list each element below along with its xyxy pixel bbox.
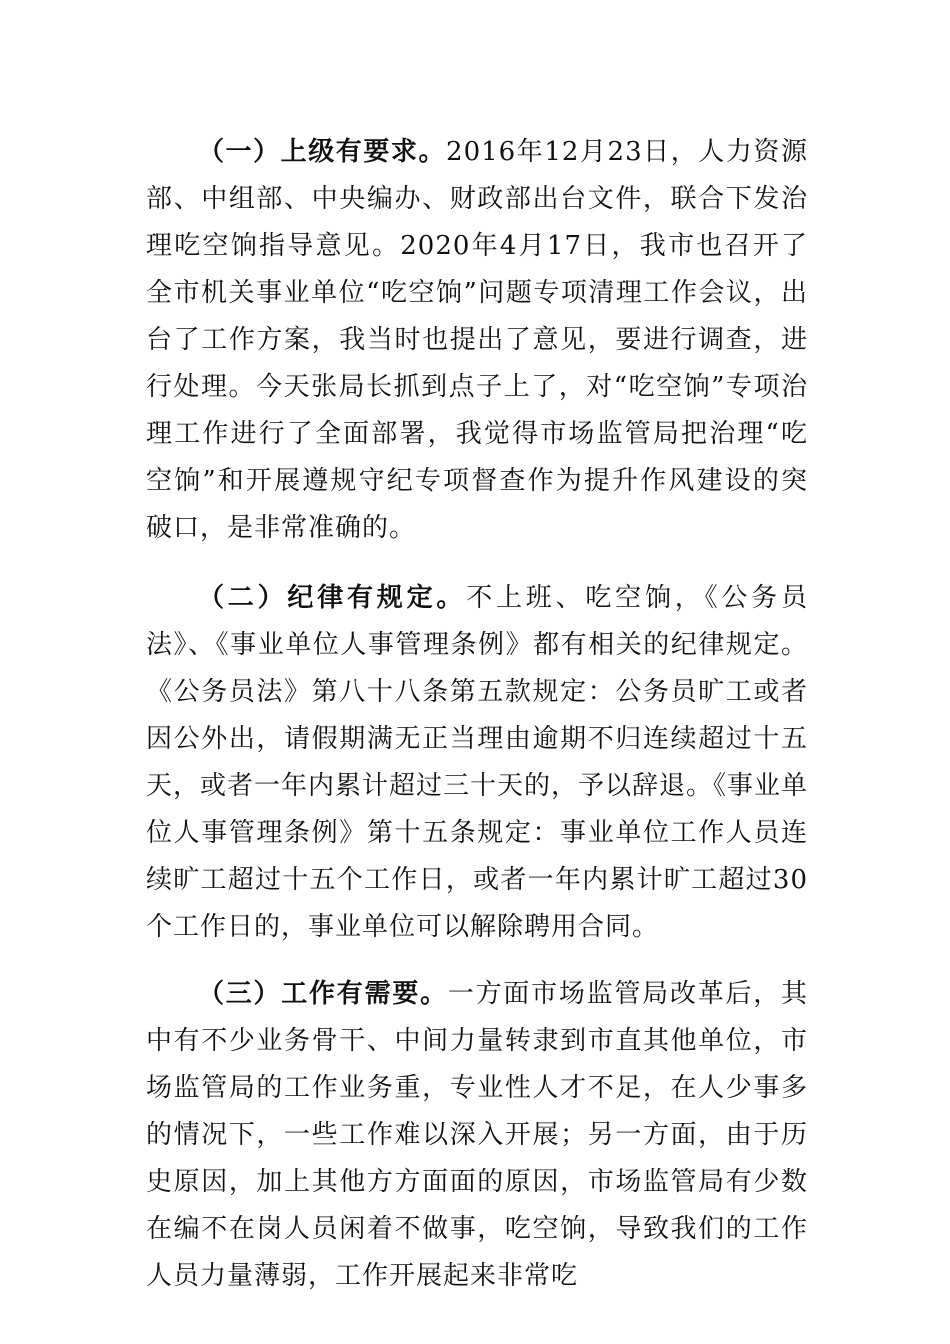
paragraph-1-heading: （一）上级有要求。 — [198, 137, 447, 167]
paragraph-1-body: 2016年12月23日，人力资源部、中组部、中央编办、财政部出台文件，联合下发治理吃空饷指导意见。2020年4月17日，我市也召开了全市机关事业单位“吃空饷”问题专项清理工作会议，出台了工作方案，我当时也提出了意见，要进行调查，进行处理。今天张局长抓到点子上了，对“吃空饷”专项治理工作进行了全面部署，我觉得市场监管局把治理“吃空饷”和开展遵规守纪专项督查作为提升作风建设的突破口，是非常准确的。 — [146, 137, 808, 543]
paragraph-3 — [146, 971, 808, 1300]
paragraph-2-heading: （二）纪律有规定。 — [198, 583, 467, 613]
paragraph-1 — [146, 129, 808, 552]
document-page — [146, 129, 808, 1321]
paragraph-3-heading: （三）工作有需要。 — [198, 979, 448, 1009]
paragraph-3-body: 一方面市场监管局改革后，其中有不少业务骨干、中间力量转隶到市直其他单位，市场监管局的工作业务重，专业性人才不足，在人少事多的情况下，一些工作难以深入开展；另一方面，由于历史原因，加上其他方方面面的原因，市场监管局有少数在编不在岗人员闲着不做事，吃空饷，导致我们的工作人员力量薄弱，工作开展起来非常吃 — [146, 979, 808, 1291]
paragraph-2 — [146, 575, 808, 951]
paragraph-2-body: 不上班、吃空饷，《公务员法》、《事业单位人事管理条例》都有相关的纪律规定。《公务员法》第八十八条第五款规定：公务员旷工或者因公外出，请假期满无正当理由逾期不归连续超过十五天，或者一年内累计超过三十天的，予以辞退。《事业单位人事管理条例》第十五条规定：事业单位工作人员连续旷工超过十五个工作日，或者一年内累计旷工超过30个工作日的，事业单位可以解除聘用合同。 — [146, 583, 809, 942]
